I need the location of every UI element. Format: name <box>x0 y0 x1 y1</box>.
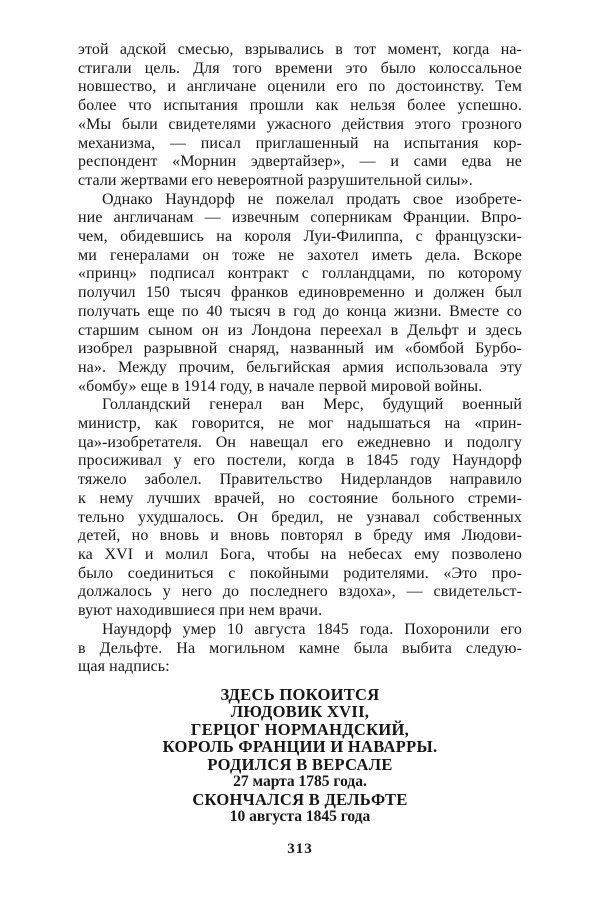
text-line: «принц» подписал контракт с голландцами, по которому <box>78 265 522 283</box>
text-line: более что испытания прошли как нельзя более успешно. <box>78 97 522 115</box>
epitaph-line: 27 марта 1785 года. <box>233 773 367 791</box>
epitaph-line: ГЕРЦОГ НОРМАНДСКИЙ, <box>190 719 410 739</box>
text-line: «Мы были свидетелями ужасного действия этого грозного <box>78 115 522 133</box>
text-line: ка XVI и молил Бога, чтобы на небесах ему позволено <box>78 545 522 563</box>
text-line: изобрел разрывной снаряд, названный им «бомбой Бурбо- <box>78 340 522 358</box>
text-line: механизма, — писал приглашенный на испытания кор- <box>78 134 522 152</box>
text-line: ми генералами он тоже не захотел иметь дела. Вскоре <box>78 246 522 264</box>
text-line: чем, обидевшись на короля Луи-Филиппа, с французски- <box>78 228 522 246</box>
body-text <box>78 0 522 677</box>
text-line: тяжело заболел. Правительство Нидерландов направило <box>78 471 522 489</box>
text-line: к нему лучших врачей, но состояние больного стреми- <box>78 489 522 507</box>
text-line: тельно ухудшалось. Он бредил, не узнавал собственных <box>78 508 522 526</box>
text-line: респондент «Морнин эдвертайзер», — и сами едва не <box>78 153 522 171</box>
text-line: щая надпись: <box>78 658 170 676</box>
text-line: ние англичанам — извечным соперникам Франции. Впро- <box>78 209 522 227</box>
text-line: должалось у него до последнего вздоха», — свидетельст- <box>78 583 522 601</box>
text-line: получать еще по 40 тысяч в год до конца жизни. Вместе со <box>78 302 522 320</box>
text-line: министр, как говорится, не мог надышаться на «прин- <box>78 415 522 433</box>
epitaph-line: 10 августа 1845 года <box>229 808 371 826</box>
epitaph-line: СКОНЧАЛСЯ В ДЕЛЬФТЕ <box>192 789 408 809</box>
text-line: Однако Наундорф не пожелал продать свое изобрете- <box>102 190 522 208</box>
text-line: Наундорф умер 10 августа 1845 года. Похоронили его <box>102 620 522 638</box>
epitaph-line: РОДИЛСЯ В ВЕРСАЛЕ <box>207 754 393 774</box>
text-line: стигали цель. Для того времени это было колоссальное <box>78 59 522 77</box>
epitaph-line: КОРОЛЬ ФРАНЦИИ И НАВАРРЫ. <box>162 737 438 757</box>
epitaph-line: ЗДЕСЬ ПОКОИТСЯ <box>220 684 380 704</box>
text-line: получил 150 тысяч франков единовременно и должен был <box>78 284 522 302</box>
text-line: стали жертвами его невероятной разрушительной силы». <box>78 171 473 189</box>
text-line: просиживал у его постели, когда в 1845 году Наундорф <box>78 452 522 470</box>
page-number: 313 <box>287 840 313 857</box>
text-line: ца»-изобретателя. Он навещал его ежедневно и подолгу <box>78 433 522 451</box>
text-line: новшество, и англичане оценили его по достоинству. Тем <box>78 78 522 96</box>
text-line: детей, но вновь и вновь повторял в бреду имя Людови- <box>78 527 522 545</box>
text-line: было соединиться с покойными родителями. «Это про- <box>78 564 522 582</box>
text-line: этой адской смесью, взрывались в тот момент, когда на- <box>78 41 522 58</box>
text-line: Голландский генерал ван Мерс, будущий военный <box>102 396 522 414</box>
text-line: на». Между прочим, бельгийская армия использовала эту <box>78 358 522 376</box>
text-line: старшим сыном он из Лондона переехал в Дельфт и здесь <box>78 321 522 339</box>
epitaph-line: ЛЮДОВИК XVII, <box>230 702 370 722</box>
text-line: вуют находившиеся при нем врачи. <box>78 602 323 620</box>
epitaph <box>78 686 522 826</box>
text-line: в Дельфте. На могильном камне была выбита следую- <box>78 639 522 657</box>
text-line: «бомбу» еще в 1914 году, в начале первой мировой войны. <box>78 377 483 395</box>
text-column <box>78 0 522 857</box>
